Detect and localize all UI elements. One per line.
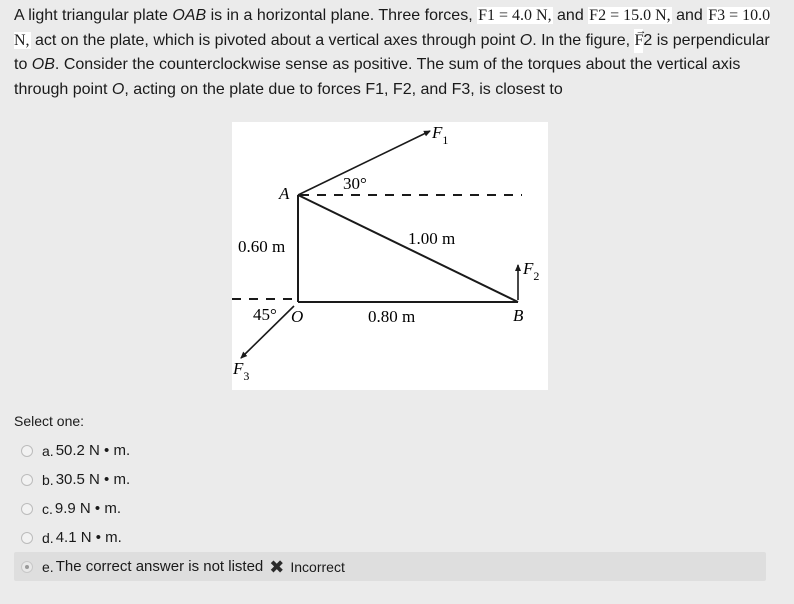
force-f1-value: F1 = 4.0 N, xyxy=(478,7,552,24)
answer-options xyxy=(14,436,766,581)
question-emphasis: O xyxy=(519,31,533,49)
option-letter: d. xyxy=(42,529,54,546)
question-emphasis: OB xyxy=(31,56,55,73)
radio-e[interactable] xyxy=(21,561,33,573)
option-a[interactable] xyxy=(14,436,766,465)
label-f3: $F_3$ xyxy=(233,359,250,383)
option-e[interactable] xyxy=(14,552,766,581)
question-part: A light triangular plate xyxy=(14,7,173,24)
label-f1: $F_1$ xyxy=(432,123,449,147)
option-text: The correct answer is not listed xyxy=(55,558,264,575)
option-b[interactable] xyxy=(14,465,766,494)
question-text xyxy=(14,4,780,102)
select-one-label: Select one: xyxy=(14,413,85,429)
label-f2: $F_2$ xyxy=(523,259,540,283)
question-emphasis: OAB xyxy=(172,7,207,24)
question-part: . Consider the counterclockwise sense as positive. The sum of the torques about the vertical axis through point xyxy=(14,56,741,98)
label-length-oa: 0.60 m xyxy=(238,237,286,256)
label-point-b: B xyxy=(513,306,524,325)
option-letter: b. xyxy=(42,471,54,488)
label-length-ab: 1.00 m xyxy=(408,229,456,248)
label-point-o: O xyxy=(291,307,304,326)
question-part: . In the figure, xyxy=(532,31,635,49)
edge-AB xyxy=(298,195,518,302)
radio-c[interactable] xyxy=(21,503,33,515)
physics-diagram xyxy=(232,122,548,390)
question-part: , acting on the plate due to forces F1, F2, and F3, is closest to xyxy=(124,80,563,98)
option-c[interactable] xyxy=(14,494,766,523)
option-text: 30.5 N • m. xyxy=(55,471,131,488)
force-f3-value: F3 = 10.0 N, xyxy=(14,7,771,49)
cross-icon: ✖ xyxy=(269,556,285,577)
question-part: is in a horizontal plane. Three forces, xyxy=(206,7,478,24)
option-letter: c. xyxy=(42,500,53,517)
option-letter: e. xyxy=(42,558,54,575)
diagram-svg xyxy=(232,122,548,390)
question-emphasis: O xyxy=(111,80,125,98)
question-part: and xyxy=(671,7,708,24)
option-letter: a. xyxy=(42,442,54,459)
option-text: 50.2 N • m. xyxy=(55,442,131,459)
option-text: 4.1 N • m. xyxy=(55,529,122,546)
label-point-a: A xyxy=(279,184,290,203)
label-angle-30: 30° xyxy=(343,174,367,193)
option-d[interactable] xyxy=(14,523,766,552)
feedback-incorrect: Incorrect xyxy=(290,558,345,575)
label-length-ob: 0.80 m xyxy=(368,307,416,326)
radio-d[interactable] xyxy=(21,532,33,544)
question-part: and xyxy=(552,7,589,24)
vector-arrow-icon: → xyxy=(635,24,647,37)
radio-b[interactable] xyxy=(21,474,33,486)
vector-f-symbol xyxy=(634,24,647,54)
question-part: act on the plate, which is pivoted about a vertical axes through point xyxy=(30,31,520,49)
vector-letter: F xyxy=(634,31,644,49)
label-angle-45: 45° xyxy=(253,305,277,324)
radio-a[interactable] xyxy=(21,445,33,457)
option-text: 9.9 N • m. xyxy=(54,500,121,517)
force-f2-value: F2 = 15.0 N, xyxy=(589,7,671,24)
question-part: 2 is perpendicular to xyxy=(14,31,770,73)
